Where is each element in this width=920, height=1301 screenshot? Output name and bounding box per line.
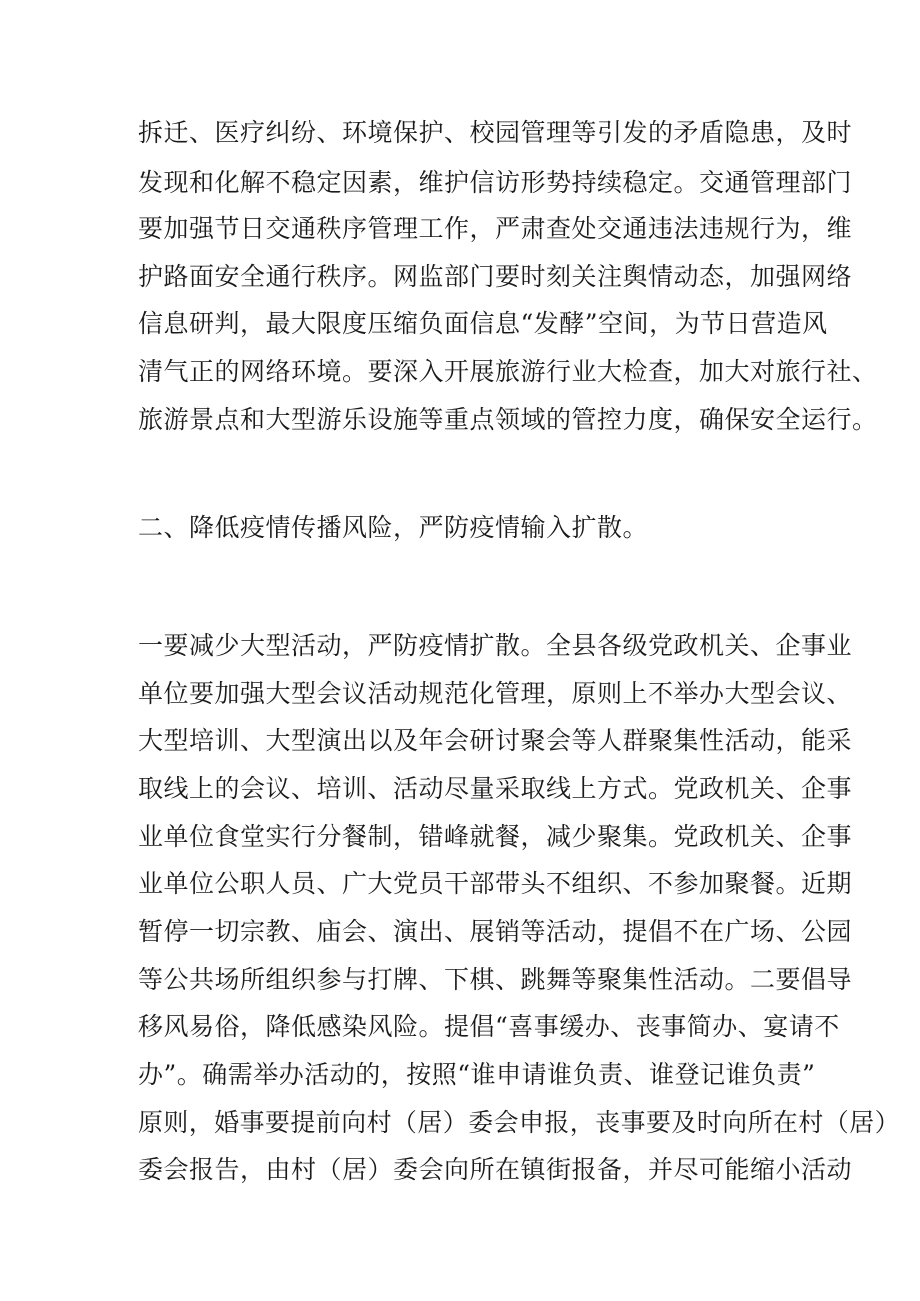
paragraph-2-line: 原则，婚事要提前向村（居）委会申报，丧事要及时向所在村（居） [138,1108,901,1137]
paragraph-2-line: 业单位公职人员、广大党员干部带头不组织、不参加聚餐。近期 [138,869,853,898]
paragraph-1-line: 护路面安全通行秩序。网监部门要时刻关注舆情动态，加强网络 [138,262,853,291]
paragraph-2-line: 一要减少大型活动，严防疫情扩散。全县各级党政机关、企事业 [138,631,853,660]
paragraph-1-line: 旅游景点和大型游乐设施等重点领域的管控力度，确保安全运行。 [138,405,878,434]
paragraph-2-line: 业单位食堂实行分餐制，错峰就餐，减少聚集。党政机关、企事 [138,822,853,851]
section-heading: 二、降低疫情传播风险，严防疫情输入扩散。 [138,513,649,542]
paragraph-2-line: 取线上的会议、培训、活动尽量采取线上方式。党政机关、企事 [138,774,853,803]
paragraph-1-line: 清气正的网络环境。要深入开展旅游行业大检查，加大对旅行社、 [138,357,878,386]
paragraph-2-line: 单位要加强大型会议活动规范化管理，原则上不举办大型会议、 [138,679,853,708]
paragraph-2-line: 暂停一切宗教、庙会、演出、展销等活动，提倡不在广场、公园 [138,917,853,946]
paragraph-1-line: 信息研判，最大限度压缩负面信息“发酵”空间，为节日营造风 [138,309,828,338]
paragraph-2-line: 大型培训、大型演出以及年会研讨聚会等人群聚集性活动，能采 [138,726,853,755]
paragraph-1-line: 要加强节日交通秩序管理工作，严肃查处交通违法违规行为，维 [138,214,853,243]
paragraph-1-line: 拆迁、医疗纠纷、环境保护、校园管理等引发的矛盾隐患，及时 [138,118,853,147]
paragraph-2-line: 办”。确需举办活动的，按照“谁申请谁负责、谁登记谁负责” [138,1060,816,1089]
paragraph-2-line: 委会报告，由村（居）委会向所在镇街报备，并尽可能缩小活动 [138,1155,853,1184]
paragraph-2-line: 等公共场所组织参与打牌、下棋、跳舞等聚集性活动。二要倡导 [138,965,853,994]
paragraph-1-line: 发现和化解不稳定因素，维护信访形势持续稳定。交通管理部门 [138,168,853,197]
paragraph-2-line: 移风易俗，降低感染风险。提倡“喜事缓办、丧事简办、宴请不 [138,1012,840,1041]
